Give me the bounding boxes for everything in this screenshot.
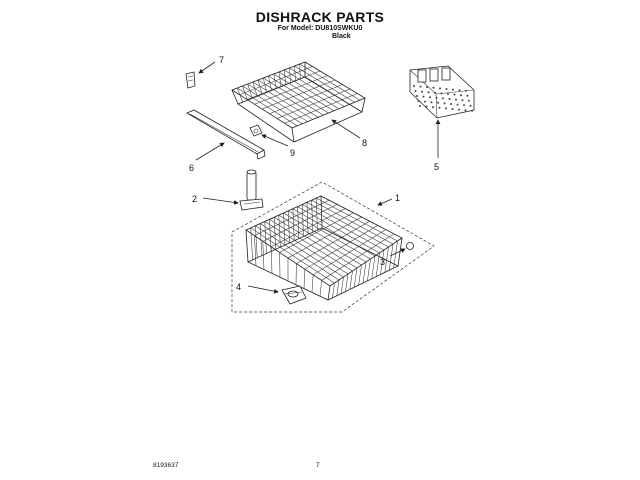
page-title: DISHRACK PARTS — [255, 9, 385, 25]
part-7-clip — [186, 72, 195, 88]
page-number: 7 — [316, 462, 320, 469]
document-number: 8193637 — [153, 462, 179, 469]
callout-9: 9 — [290, 148, 296, 158]
model-line: For Model: DU810SWKU0 — [277, 25, 363, 32]
callout-4: 4 — [236, 282, 242, 292]
part-3-roller — [407, 243, 414, 250]
callout-1: 1 — [395, 193, 401, 203]
callout-5: 5 — [434, 162, 440, 172]
callout-6: 6 — [189, 163, 195, 173]
part-4-spray-hub — [282, 286, 306, 304]
callout-7: 7 — [219, 55, 225, 65]
callout-8: 8 — [362, 138, 368, 148]
part-9-clip — [250, 125, 262, 136]
callout-2: 2 — [192, 194, 198, 204]
callout-3: 3 — [380, 257, 386, 267]
color-label: Black — [332, 33, 351, 40]
part-5-silverware-basket — [410, 66, 474, 118]
part-2-spray-tower — [240, 170, 263, 210]
